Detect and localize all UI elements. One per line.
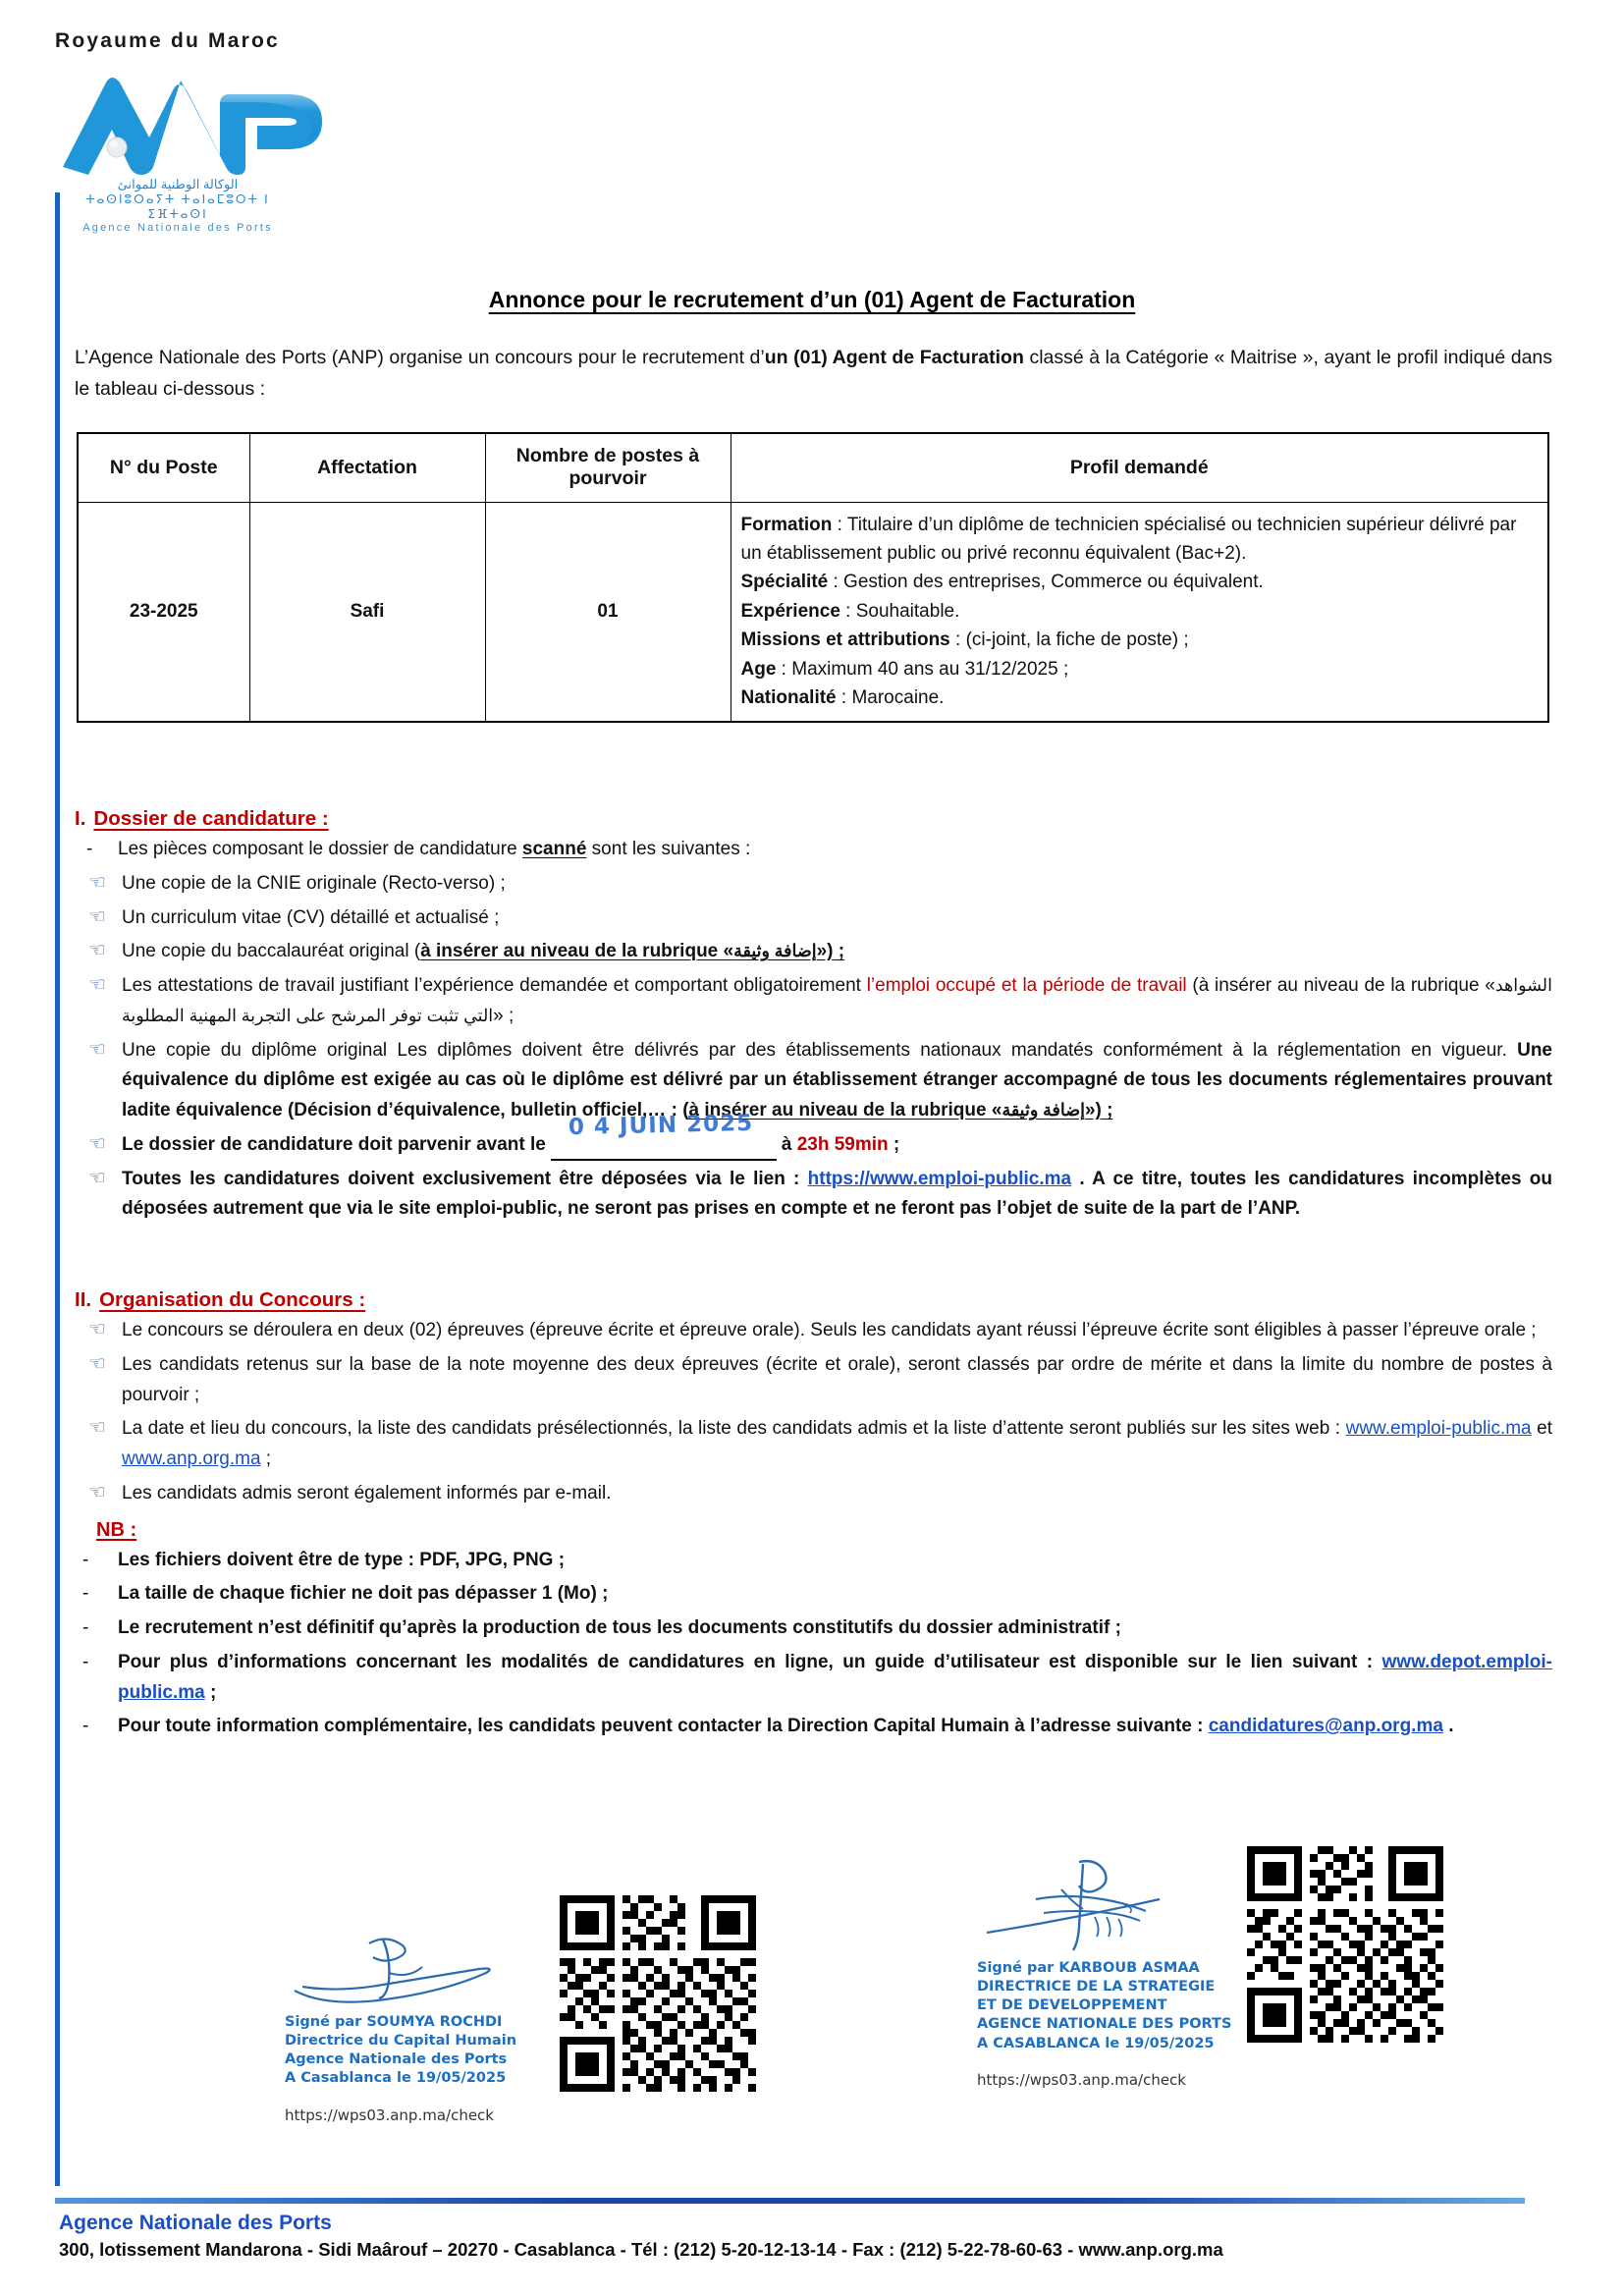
table-row [78,502,1548,722]
profil-value-missions: : (ci-joint, la fiche de poste) ; [949,629,1189,651]
item-bac-a: Une copie du baccalauréat original ( [122,941,421,962]
date-stamp: 0 4 JUIN 2025 [568,1111,754,1141]
profil-value-formation: : Titulaire d’un diplôme de technicien spécialisé ou technicien supérieur délivré par un établissement public ou privé reconnu équivalent (Bac+2). [740,514,1517,564]
anp-logo-subtext [55,177,359,236]
item-bac [122,937,1552,967]
item-email-info: Les candidats admis seront également informés par e-mail. [122,1482,612,1503]
list-item [75,1613,1552,1644]
header-profil: Profil demandé [731,433,1548,502]
anp-logo-mark [55,65,350,175]
signature-zone [0,1846,1624,2170]
list-item [75,1111,1552,1161]
list-item [75,1036,1552,1126]
item-classement: Les candidats retenus sur la base de la note moyenne des deux épreuves (écrite et orale), seront classés par ordre de mérite et dans la limite du nombre de postes à pourvoir ; [122,1353,1552,1405]
profil-line [741,626,1539,654]
item-deadline [122,1111,1552,1161]
nb-guide [118,1648,1552,1709]
list-item [75,1165,1552,1226]
sig2-line5: A CASABLANCA le 19/05/2025 [977,2035,1215,2051]
dash-marker: - [86,839,93,859]
lead-a: Les pièces composant le dossier de candidature [118,839,522,859]
profil-label-nationalite: Nationalité [740,687,837,709]
profil-line [741,683,1539,712]
dash-marker: - [82,1716,89,1737]
list-item [75,903,1552,934]
sig1-line1: Signé par SOUMYA ROCHDI [285,2014,503,2030]
section-dossier-candidature [75,807,1552,1229]
item-bac-end: ») ; [816,941,845,962]
handwritten-signature-icon [977,1856,1203,1954]
profil-value-nationalite: : Marocaine. [836,687,945,709]
lead-underlined: scanné [521,839,587,859]
emploi-public-site-link[interactable]: www.emploi-public.ma [1345,1418,1532,1440]
item-cv: Un curriculum vitae (CV) détaillé et actualisé ; [122,906,500,928]
item-attestations [122,971,1552,1032]
kingdom-label: Royaume du Maroc [55,29,280,52]
page-title: Annonce pour le recrutement d’un (01) Agent de Facturation [488,287,1136,312]
item-att-b: (à insérer au niveau de la rubrique « [1186,975,1495,997]
publication-mid: et [1531,1418,1552,1440]
dash-marker: - [82,1617,89,1639]
dash-marker: - [82,1583,89,1605]
hand-pointer-icon: ☜ [88,1319,106,1340]
deadline-time: 23h 59min [796,1133,889,1155]
emploi-public-link[interactable]: https://www.emploi-public.ma [807,1168,1072,1189]
sig2-line4: AGENCE NATIONALE DES PORTS [977,2016,1232,2033]
item-dip-a: Une copie du diplôme original Les diplômes doivent être délivrés par des établissements nationaux mandatés conformément à la réglementation en vigueur. [122,1039,1518,1061]
list-item [75,1350,1552,1411]
profil-line [741,511,1539,569]
item-att-red: l’emploi occupé et la période de travail [866,975,1187,997]
list-item [75,1712,1552,1742]
hand-pointer-icon: ☜ [88,1352,106,1375]
list-item [75,1316,1552,1346]
profil-label-age: Age [740,658,777,680]
list-item [75,1546,1552,1576]
list-item [75,937,1552,967]
item-depot-lien [122,1165,1552,1226]
item-att-arabic: الشواهد التي تثبت توفر المرشح على التجربة المهنية المطلوبة [122,975,1552,1025]
section-organisation-concours [75,1288,1552,1746]
deadline-a: Le dossier de candidature doit parvenir avant le [122,1133,546,1155]
list-item [75,1579,1552,1610]
dash-marker: - [82,1651,89,1672]
cell-poste: 23-2025 [78,502,249,722]
nb-contact [118,1712,1552,1742]
cell-nombre: 01 [485,502,731,722]
item-dip-b: Une équivalence du diplôme est exigée au cas où le diplôme est délivré par un établissement étranger accompagné de tous les documents réglementaires prouvant ladite équivalence (Décision d’équivalence, bulletin officiel,… : ( [122,1039,1552,1121]
item-att-a: Les attestations de travail justifiant l’expérience demandée et comportant obligatoirement [122,975,867,997]
profil-value-age: : Maximum 40 ans au 31/12/2025 ; [776,658,1069,680]
profil-line [741,655,1539,683]
nb-label-text: NB : [96,1518,137,1541]
lead-b: sont les suivantes : [586,839,751,859]
profil-value-specialite: : Gestion des entreprises, Commerce ou équivalent. [828,572,1264,593]
logo-arabic-name: الوكالة الوطنية للموانئ [117,177,239,191]
item-dip-arabic: إضافة وثيقة [1001,1100,1085,1121]
sig2-line2: DIRECTRICE DE LA STRATEGIE [977,1979,1216,1995]
intro-part2: classé à la Catégorie « Maitrise », ayant le profil indiqué dans le tableau ci-dessous : [75,347,1553,401]
signature-block-rochdi [285,1930,550,2124]
document-footer [59,2212,1571,2261]
logo-french-name: Agence Nationale des Ports [82,222,273,235]
signature-block-karboub [977,1856,1252,2089]
section2-list [75,1316,1552,1509]
depot-emploi-public-link[interactable]: www.depot.emploi-public.ma [118,1651,1552,1703]
sig2-verify-url: https://wps03.anp.ma/check [977,2070,1186,2089]
sig2-line3: ET DE DEVELOPPEMENT [977,1997,1167,2014]
cell-profil [731,502,1548,722]
signature-text-karboub [977,1959,1252,2053]
list-item [75,869,1552,900]
hand-pointer-icon: ☜ [88,1167,106,1189]
footer-org-name: Agence Nationale des Ports [59,2212,332,2234]
document-header [55,29,742,235]
footer-address: 300, lotissement Mandarona - Sidi Maârouf – 20270 - Casablanca - Tél : (212) 5-20-12-13-14 - Fax : (212) 5-22-78-60-63 - www.anp.org.ma [59,2239,1223,2260]
sig1-line2: Directrice du Capital Humain [285,2033,517,2050]
profil-value-experience: : Souhaitable. [839,600,960,622]
sig1-line3: Agence Nationale des Ports [285,2051,508,2068]
hand-pointer-icon: ☜ [88,940,106,962]
hand-pointer-icon: ☜ [88,871,106,894]
intro-paragraph [75,342,1552,405]
job-profile-table [77,432,1549,723]
header-affectation: Affectation [249,433,485,502]
lead-text [118,835,1552,865]
qr-code-rochdi [560,1895,756,2092]
depot-a: Toutes les candidatures doivent exclusivement être déposées via le lien : [122,1168,808,1189]
deadline-end: ; [888,1133,900,1155]
hand-pointer-icon: ☜ [88,1132,106,1155]
qr-code-karboub [1247,1846,1443,2043]
section2-title: Organisation du Concours : [99,1288,366,1311]
profil-label-experience: Expérience [740,600,840,622]
deadline-b: à [781,1133,797,1155]
section1-title: Dossier de candidature : [93,807,329,830]
nb-contact-a: Pour toute information complémentaire, les candidats peuvent contacter la Direction Capital Humain à l’adresse suivante : [118,1716,1209,1737]
header-nombre: Nombre de postes à pourvoir [485,433,731,502]
item-bac-u: à insérer au niveau de la rubrique « [420,941,734,962]
section1-list [75,835,1552,1225]
hand-pointer-icon: ☜ [88,974,106,997]
nb-list [75,1546,1552,1743]
cell-affectation: Safi [249,502,485,722]
item-att-end: » ; [493,1005,514,1026]
item-bac-arabic: إضافة وثيقة [733,941,817,961]
anp-logo [55,65,359,235]
logo-tifinagh-name: ⵜⴰⵙⵏⵓⵔⴰⵢⵜ ⵜⴰⵏⴰⵎⵓⵔⵜ ⵏ ⵉⴼⵜⴰⵙⵏ [85,192,270,222]
table-header-row [78,433,1548,502]
item-dip-end: ») ; [1084,1100,1113,1121]
item-diplome [122,1036,1552,1126]
nb-contact-end: . [1442,1716,1454,1737]
publication-a: La date et lieu du concours, la liste des candidats présélectionnés, la liste des candidats admis et la liste d’attente seront publiés sur les sites web : [122,1418,1346,1440]
nb-recruitment-final: Le recrutement n’est définitif qu’après la production de tous les documents constitutifs du dossier administratif ; [118,1617,1121,1639]
section1-roman: I. [75,807,86,830]
section1-heading [75,807,1552,831]
item-cnie: Une copie de la CNIE originale (Recto-verso) ; [122,872,506,894]
sig1-verify-url: https://wps03.anp.ma/check [285,2105,494,2124]
section2-roman: II. [75,1288,92,1311]
item-dip-u: à insérer au niveau de la rubrique « [688,1100,1002,1121]
nb-guide-a: Pour plus d’informations concernant les modalités de candidatures en ligne, un guide d’utilisateur est disponible sur le lien suivant : [118,1651,1382,1672]
intro-bold: un (01) Agent de Facturation [764,347,1024,368]
dash-marker: - [82,1549,89,1570]
intro-part1: L’Agence Nationale des Ports (ANP) organise un concours pour le recrutement d’ [75,347,765,368]
sig2-line1: Signé par KARBOUB ASMAA [977,1960,1200,1976]
profil-label-missions: Missions et attributions [740,629,950,651]
candidatures-email-link[interactable]: candidatures@anp.org.ma [1208,1716,1443,1737]
list-item [75,971,1552,1032]
signature-text-rochdi [285,2013,550,2089]
section2-heading [75,1288,1552,1312]
hand-pointer-icon: ☜ [88,1417,106,1440]
list-item [75,1479,1552,1509]
handwritten-signature-icon [285,1930,511,2008]
footer-divider [55,2198,1525,2204]
item-publication [122,1414,1552,1475]
profil-line [741,568,1539,596]
sig1-line4: A Casablanca le 19/05/2025 [285,2070,507,2087]
nb-file-size: La taille de chaque fichier ne doit pas dépasser 1 (Mo) ; [118,1583,609,1605]
nb-guide-end: ; [204,1681,217,1703]
anp-site-link[interactable]: www.anp.org.ma [122,1449,261,1470]
hand-pointer-icon: ☜ [88,1038,106,1061]
profil-label-formation: Formation [740,514,833,535]
nb-label [96,1519,1552,1542]
list-item [75,1648,1552,1709]
deadline-blank-field [551,1111,777,1161]
hand-pointer-icon: ☜ [88,1481,106,1503]
nb-file-types: Les fichiers doivent être de type : PDF, JPG, PNG ; [118,1549,566,1570]
header-poste: N° du Poste [78,433,249,502]
item-epreuves: Le concours se déroulera en deux (02) épreuves (épreuve écrite et épreuve orale). Seuls les candidats ayant réussi l’épreuve écrite sont éligibles à passer l’épreuve orale ; [122,1320,1537,1340]
depot-b: . A ce titre, toutes les candidatures incomplètes ou déposées autrement que via le site emploi-public, ne seront pas prises en compte et ne feront pas l’objet de suite de la part de l’ANP. [122,1168,1553,1220]
hand-pointer-icon: ☜ [88,905,106,928]
profil-line [741,597,1539,626]
publication-end: ; [260,1449,272,1470]
list-item [75,835,1552,865]
profil-label-specialite: Spécialité [740,572,829,593]
list-item [75,1414,1552,1475]
